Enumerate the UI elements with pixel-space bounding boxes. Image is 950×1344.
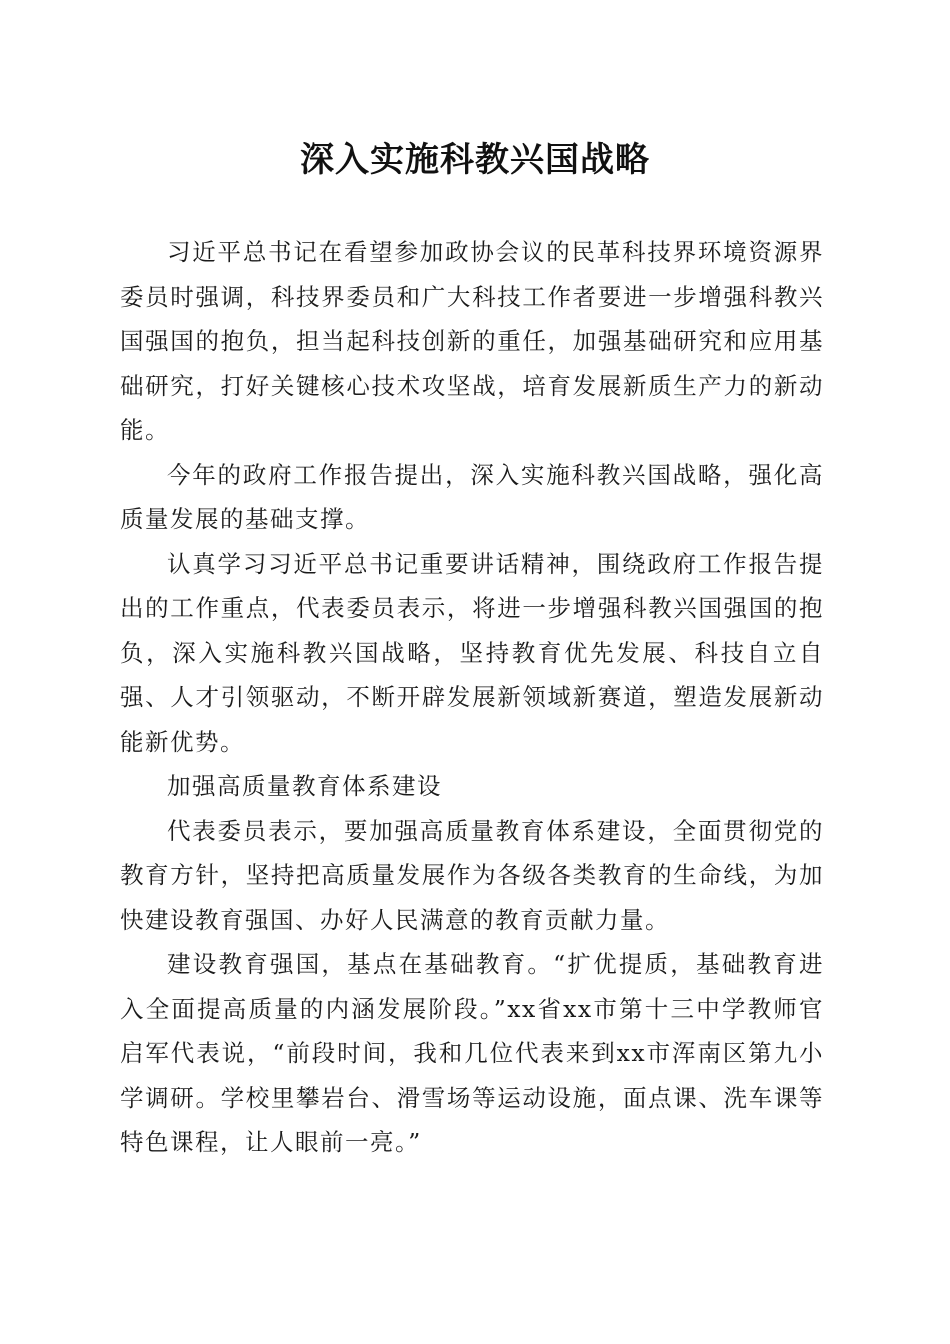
paragraph-5: 建设教育强国，基点在基础教育。“扩优提质，基础教育进入全面提高质量的内涵发展阶段。”xx省xx市第十三中学教师官启军代表说，“前段时间，我和几位代表来到xx市浑南区第九小学调研。学校里攀岩台、滑雪场等运动设施，面点课、洗车课等特色课程，让人眼前一亮。” — [120, 950, 824, 1156]
document-body — [120, 230, 824, 1165]
document-title: 深入实施科教兴国战略 — [300, 140, 650, 180]
paragraph-4: 代表委员表示，要加强高质量教育体系建设，全面贯彻党的教育方针，坚持把高质量发展作为各级各类教育的生命线，为加快建设教育强国、办好人民满意的教育贡献力量。 — [120, 816, 824, 934]
paragraph-2: 今年的政府工作报告提出，深入实施科教兴国战略，强化高质量发展的基础支撑。 — [120, 460, 824, 533]
paragraph-1: 习近平总书记在看望参加政协会议的民革科技界环境资源界委员时强调，科技界委员和广大科技工作者要进一步增强科教兴国强国的抱负，担当起科技创新的重任，加强基础研究和应用基础研究，打好关键核心技术攻坚战，培育发展新质生产力的新动能。 — [120, 238, 824, 444]
paragraph-3: 认真学习习近平总书记重要讲话精神，围绕政府工作报告提出的工作重点，代表委员表示，将进一步增强科教兴国强国的抱负，深入实施科教兴国战略，坚持教育优先发展、科技自立自强、人才引领驱动，不断开辟发展新领域新赛道，塑造发展新动能新优势。 — [120, 549, 824, 756]
section-heading: 加强高质量教育体系建设 — [167, 772, 442, 800]
